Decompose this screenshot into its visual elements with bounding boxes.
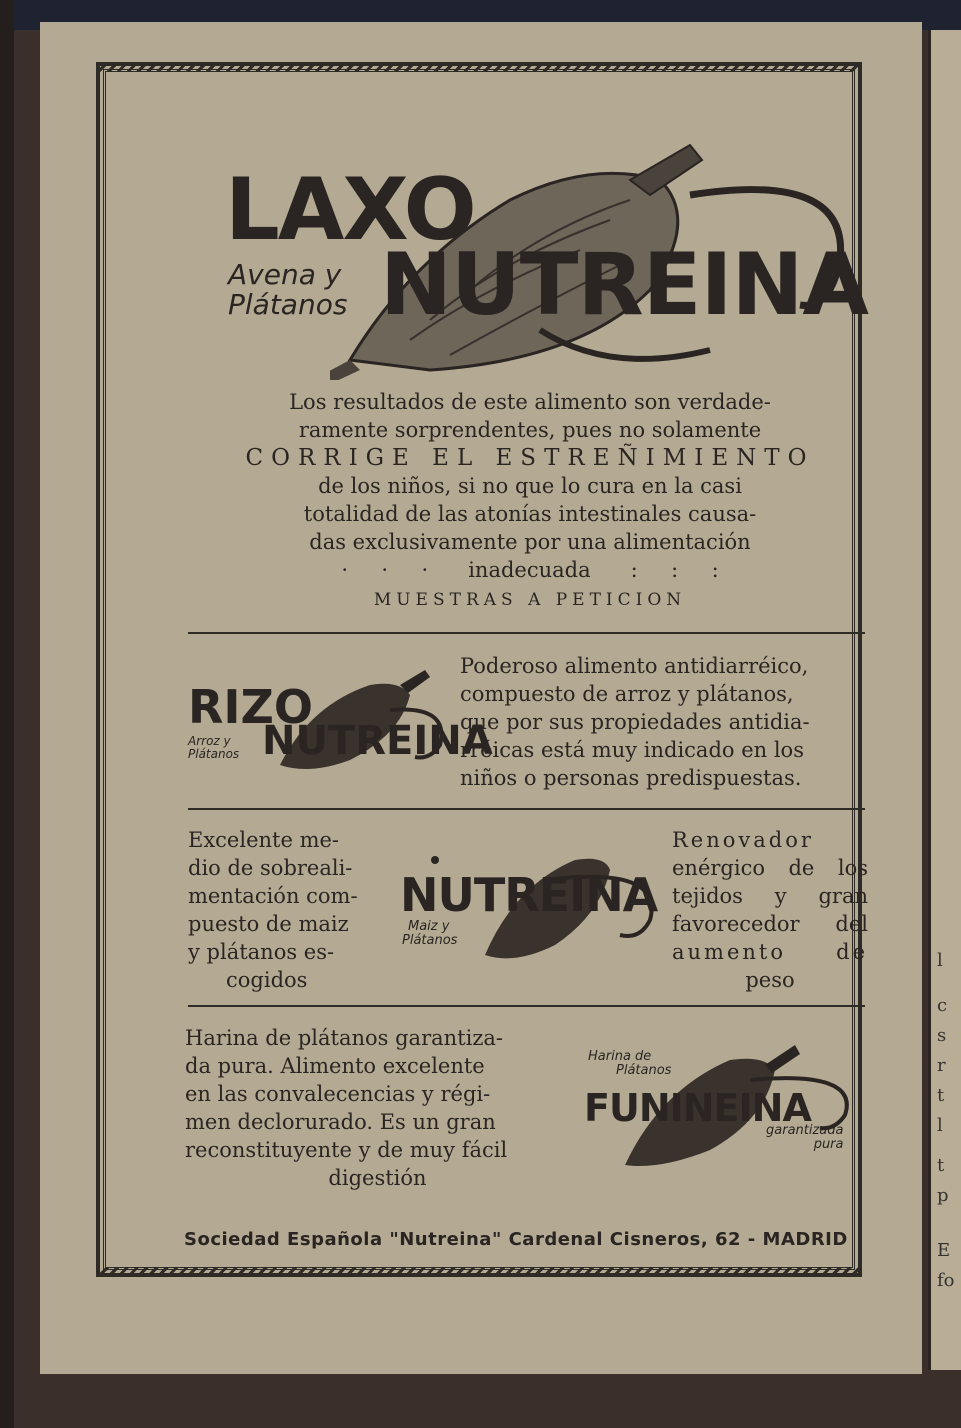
book-spine xyxy=(0,0,14,1428)
fragment: t xyxy=(937,1085,945,1106)
fragment: r xyxy=(937,1055,946,1076)
subtitle-line: Plátanos xyxy=(228,288,348,321)
text-line: dio de sobreali- xyxy=(188,856,353,880)
text-line: digestión xyxy=(328,1166,427,1190)
laxo-description xyxy=(150,388,910,614)
text-line: enérgico de los xyxy=(672,856,868,880)
adjacent-page xyxy=(928,30,961,1370)
section-divider xyxy=(188,808,865,810)
fragment: l xyxy=(937,1115,943,1136)
laxo-subtitle xyxy=(228,260,347,320)
text-line: das exclusivamente por una alimentación xyxy=(309,530,751,554)
text-line: Poderoso alimento antidiarréico, xyxy=(460,654,809,678)
brand-nutreina-large: NUTREINA xyxy=(380,235,868,335)
text-line: rréicas está muy indicado en los xyxy=(460,738,804,762)
text-line: peso xyxy=(745,968,795,992)
text-line: favorecedor del xyxy=(672,912,868,936)
subtitle-line: Plátanos xyxy=(188,747,240,761)
fragment: E xyxy=(937,1240,951,1261)
subtitle-line: Arroz y xyxy=(188,734,231,748)
text-line: men declorurado. Es un gran xyxy=(185,1110,496,1134)
brand-nutreina-rizo: NUTREINA xyxy=(262,718,493,764)
funi-subtitle-top xyxy=(588,1050,671,1078)
decorative-border-bottom xyxy=(96,1267,862,1277)
rizo-subtitle xyxy=(188,735,239,761)
text-line-last xyxy=(150,556,910,584)
text-line: aumento de xyxy=(672,940,868,964)
nutreina-subtitle xyxy=(402,920,457,948)
funi-description xyxy=(185,1024,570,1192)
nutreina-left-text xyxy=(188,826,388,994)
fragment: l xyxy=(937,950,943,971)
text-line: puesto de maiz xyxy=(188,912,349,936)
subtitle-line: Harina de xyxy=(588,1049,652,1064)
text-line: Los resultados de este alimento son verdade- xyxy=(289,390,771,414)
brand-nutreina-maiz: NUTREINA xyxy=(400,868,658,922)
samples-notice: MUESTRAS A PETICION xyxy=(373,590,687,610)
fragment: c xyxy=(937,995,948,1016)
headline: CORRIGE EL ESTREÑIMIENTO xyxy=(245,445,815,471)
text-line: Renovador xyxy=(672,828,814,852)
text-line: que por sus propiedades antidia- xyxy=(460,710,810,734)
section-divider xyxy=(188,1005,865,1007)
subtitle-line: garantizada xyxy=(766,1123,844,1138)
subtitle-line: pura xyxy=(813,1137,844,1152)
text-line: da pura. Alimento excelente xyxy=(185,1054,485,1078)
text-line: y plátanos es- xyxy=(188,940,335,964)
text-line: ramente sorprendentes, pues no solamente xyxy=(298,418,762,442)
subtitle-line: Maiz y xyxy=(408,919,450,934)
text-line: tejidos y gran xyxy=(672,884,868,908)
funi-subtitle-bottom xyxy=(766,1124,844,1152)
subtitle-line: Avena y xyxy=(228,258,342,291)
text-line: inadecuada xyxy=(468,558,591,582)
footer-address: Sociedad Española "Nutreina" Cardenal Cisneros, 62 - MADRID xyxy=(184,1229,848,1250)
text-line: niños o personas predispuestas. xyxy=(460,766,802,790)
text-line: totalidad de las atonías intestinales causa- xyxy=(303,502,757,526)
brand-laxo: LAXO xyxy=(225,160,475,260)
text-line: de los niños, si no que lo cura en la casi xyxy=(318,474,742,498)
text-line: mentación com- xyxy=(188,884,358,908)
brand-rizo: RIZO xyxy=(188,680,313,734)
dots-right: : : : xyxy=(590,558,719,582)
section-divider xyxy=(188,632,865,634)
text-line: Harina de plátanos garantiza- xyxy=(185,1026,503,1050)
rizo-description xyxy=(460,652,870,792)
subtitle-line: Plátanos xyxy=(402,933,458,948)
nutreina-right-text xyxy=(672,826,868,994)
text-line: Excelente me- xyxy=(188,828,340,852)
decorative-border-top xyxy=(96,62,862,72)
fragment: t xyxy=(937,1155,945,1176)
fragment: s xyxy=(937,1025,947,1046)
text-line: reconstituyente y de muy fácil xyxy=(185,1138,508,1162)
brand-funineina: FUNINEINA xyxy=(584,1086,811,1130)
fragment: fo xyxy=(937,1270,955,1291)
fragment: p xyxy=(937,1185,949,1206)
dots-left: · · · xyxy=(341,558,469,582)
text-line: en las convalecencias y régi- xyxy=(185,1082,491,1106)
text-line: cogidos xyxy=(226,968,308,992)
text-line: compuesto de arroz y plátanos, xyxy=(460,682,794,706)
subtitle-line: Plátanos xyxy=(616,1063,672,1078)
